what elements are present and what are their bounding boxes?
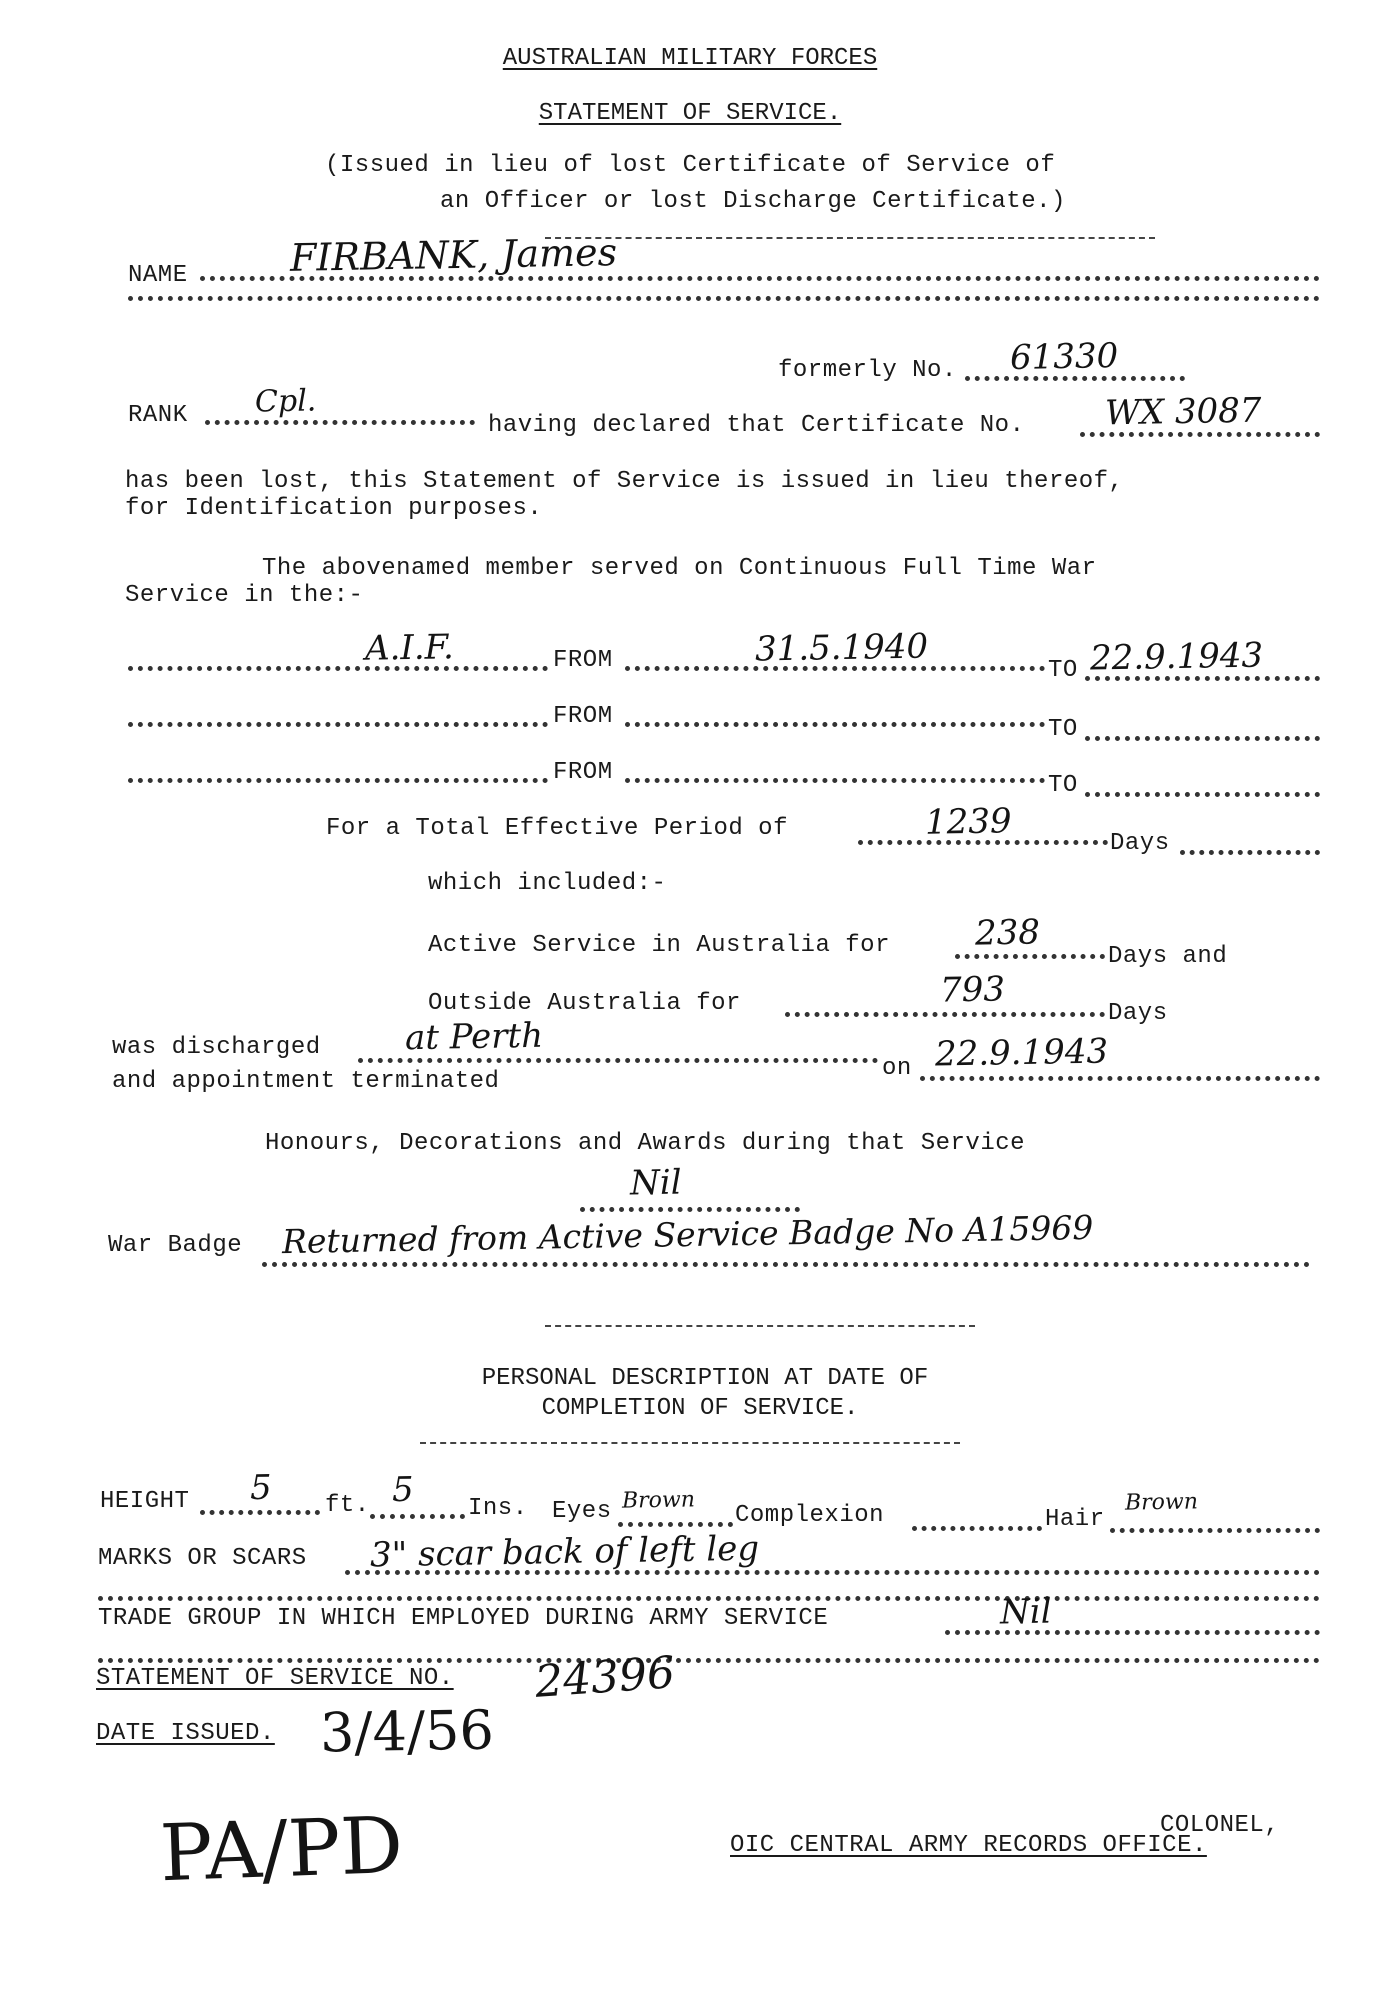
colonel-label: COLONEL, [1160,1812,1280,1839]
total-days-label: Days [1110,830,1170,857]
ft-label: ft. [325,1492,370,1519]
war-badge-dots [262,1262,1310,1267]
date-issued-label: DATE ISSUED. [96,1720,275,1747]
service-row1-from: 31.5.1940 [754,626,929,670]
ins-label: Ins. [468,1495,528,1522]
service-row3-to-label: TO [1048,772,1078,799]
description-title-line2: COMPLETION OF SERVICE. [541,1395,859,1422]
days-and-label: Days and [1108,943,1228,970]
discharged-dots [358,1058,878,1063]
certificate-label: having declared that Certificate No. [488,412,1025,439]
trade-value: Nil [999,1591,1052,1633]
header-divider [545,237,1155,239]
formerly-value: 61330 [1009,336,1119,378]
rank-dots [205,420,475,425]
honours-dots [580,1207,800,1212]
marks-value: 3" scar back of left leg [369,1528,760,1576]
service-row2-from-label: FROM [553,703,613,730]
service-row3-from-dots [625,778,1045,783]
service-row3-unit-dots [128,778,548,783]
service-row2-to-label: TO [1048,716,1078,743]
eyes-dots [618,1522,733,1527]
total-days-dots [1180,850,1320,855]
service-row1-to: 22.9.1943 [1089,635,1264,679]
records-office-label: OIC CENTRAL ARMY RECORDS OFFICE. [730,1832,1207,1859]
section-divider-top [545,1325,975,1327]
outside-days-label: Days [1108,1000,1168,1027]
service-intro-line1: The abovenamed member served on Continuous Full Time War [262,555,1097,582]
total-period-label: For a Total Effective Period of [326,815,788,842]
marks-dots-2 [98,1596,1320,1601]
total-period-value: 1239 [924,801,1012,843]
discharged-label: was discharged [112,1034,321,1061]
outside-value: 793 [939,969,1006,1011]
subtitle-line1: (Issued in lieu of lost Certificate of Service of [325,152,1056,179]
name-label: NAME [128,262,188,289]
hair-dots [1110,1528,1320,1533]
war-badge-value: Returned from Active Service Badge No A15969 [281,1207,1094,1262]
service-row2-unit-dots [128,722,548,727]
terminated-label: and appointment terminated [112,1068,500,1095]
height-ft-value: 5 [249,1467,272,1509]
lost-statement-line1: has been lost, this Statement of Service is issued in lieu thereof, [125,468,1124,495]
active-service-value: 238 [974,912,1041,954]
subtitle-line2: an Officer or lost Discharge Certificate.) [440,188,1066,215]
initials-signature: PA/PD [158,1800,405,1900]
active-service-label: Active Service in Australia for [428,932,890,959]
service-row2-from-dots [625,722,1045,727]
honours-label: Honours, Decorations and Awards during that Service [265,1130,1026,1157]
height-in-dots [370,1514,465,1519]
hair-value: Brown [1124,1489,1199,1516]
discharged-on-value: 22.9.1943 [934,1031,1109,1075]
service-row2-to-dots [1085,736,1320,741]
service-row1-unit: A.I.F. [364,627,455,669]
discharged-on-label: on [882,1055,912,1082]
rank-label: RANK [128,402,188,429]
service-row1-from-label: FROM [553,647,613,674]
name-dots-2 [128,296,1320,301]
height-label: HEIGHT [100,1488,190,1515]
name-value: FIRBANK, James [289,230,618,280]
complexion-dots [912,1526,1042,1531]
active-service-dots [955,954,1105,959]
height-ft-dots [200,1510,320,1515]
trade-label: TRADE GROUP IN WHICH EMPLOYED DURING ARMY SERVICE [98,1605,829,1632]
marks-label: MARKS OR SCARS [98,1545,307,1572]
service-row3-to-dots [1085,792,1320,797]
discharged-on-dots [920,1076,1320,1081]
section-divider-bottom [420,1442,960,1444]
sos-no-value: 24396 [533,1647,677,1708]
outside-dots [785,1012,1105,1017]
service-row1-to-label: TO [1048,657,1078,684]
trade-dots-2 [98,1658,1320,1663]
outside-label: Outside Australia for [428,990,741,1017]
rank-value: Cpl. [254,383,317,420]
included-label: which included:- [428,870,667,897]
lost-statement-line2: for Identification purposes. [125,495,543,522]
eyes-label: Eyes [552,1498,612,1525]
service-intro-line2: Service in the:- [125,582,364,609]
date-issued-value: 3/4/56 [319,1698,495,1765]
org-heading: AUSTRALIAN MILITARY FORCES [502,45,878,72]
hair-label: Hair [1045,1506,1105,1533]
war-badge-label: War Badge [108,1232,243,1259]
service-row3-from-label: FROM [553,759,613,786]
honours-value: Nil [629,1162,682,1204]
height-in-value: 5 [391,1469,414,1511]
eyes-value: Brown [621,1487,696,1514]
service-row1-unit-dots [128,666,548,671]
sos-no-label: STATEMENT OF SERVICE NO. [96,1665,454,1692]
certificate-value: WX 3087 [1104,390,1262,434]
document-title: STATEMENT OF SERVICE. [538,100,842,127]
complexion-label: Complexion [735,1502,885,1529]
description-title-line1: PERSONAL DESCRIPTION AT DATE OF [481,1365,929,1392]
formerly-label: formerly No. [778,357,957,384]
discharged-value: at Perth [404,1015,544,1059]
